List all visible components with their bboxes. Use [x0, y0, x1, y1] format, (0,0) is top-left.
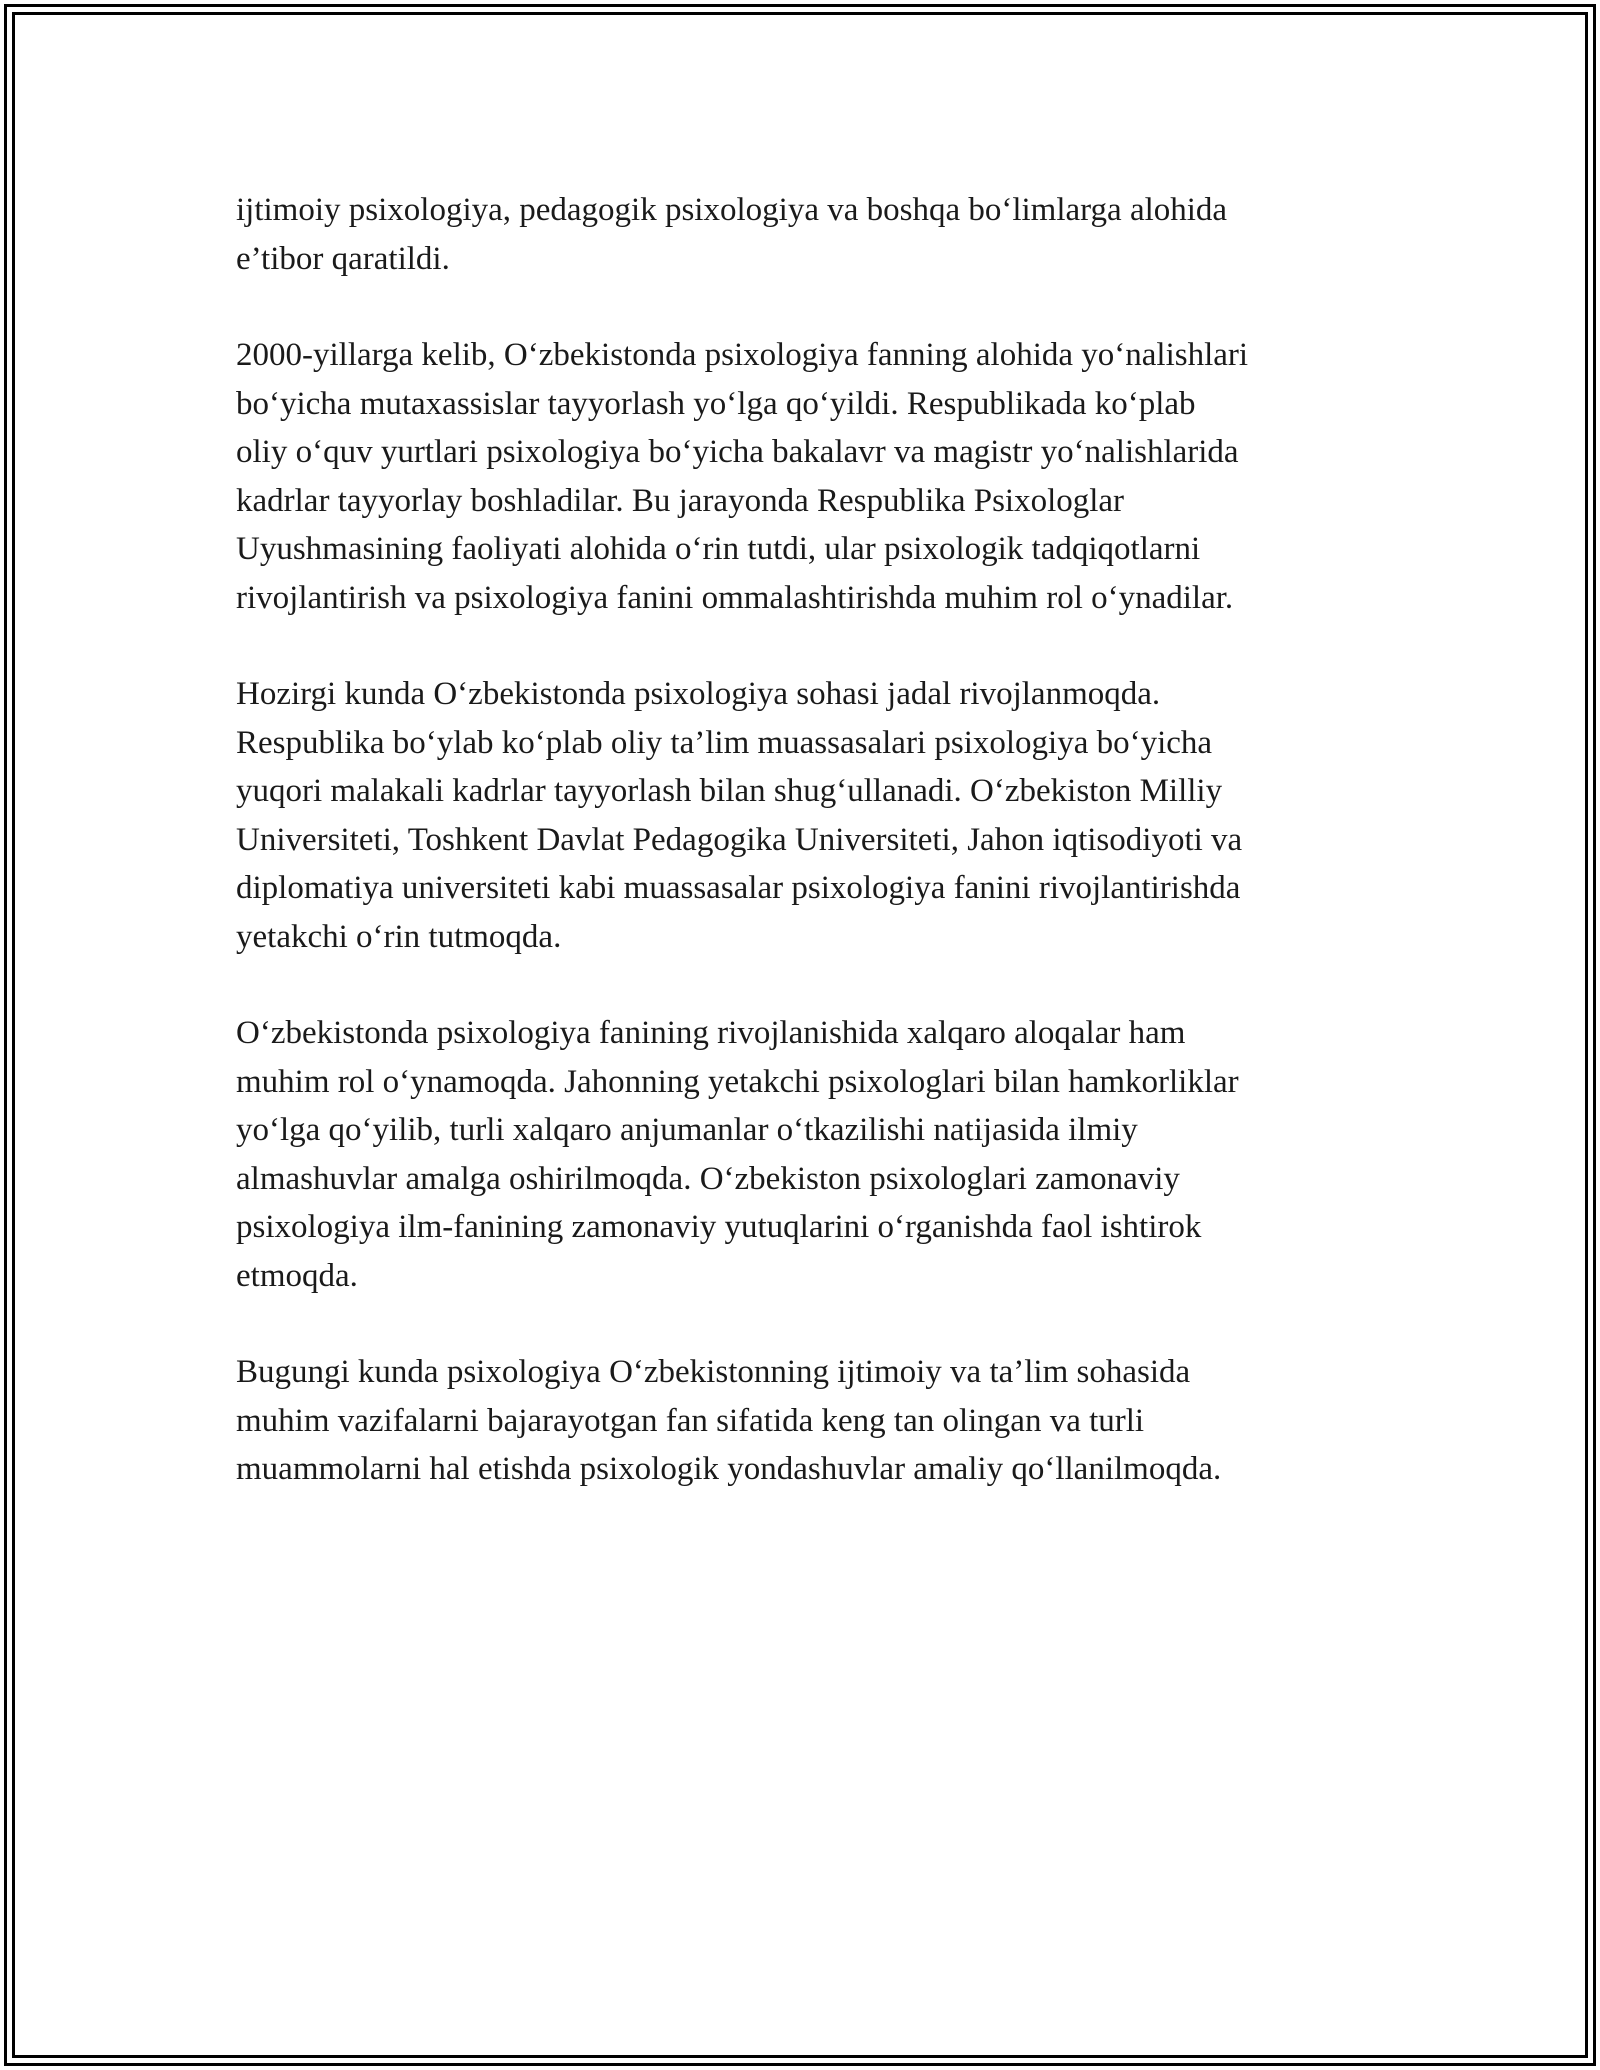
paragraph-3: Hozirgi kunda O‘zbekistonda psixologiya sohasi jadal rivojlanmoqda. Respublika bo‘ylab ko‘plab oliy ta’lim muassasalari psixologiya bo‘yicha yuqori malakali kadrlar tayyorlash bilan shug‘ullanadi. O‘zbekiston Milliy Universiteti, Toshkent Davlat Pedagogika Universiteti, Jahon iqtisodiyoti va diplomatiya universiteti kabi muassasalar psixologiya fanini rivojlantirishda yetakchi o‘rin tutmoqda.: [236, 676, 1243, 955]
document-body: [236, 186, 1386, 1542]
paragraph-5: Bugungi kunda psixologiya O‘zbekistonning ijtimoiy va ta’lim sohasida muhim vazifalarni bajarayotgan fan sifatida keng tan olingan va turli muammolarni hal etishda psixologik yondashuvlar amaliy qo‘llanilmoqda.: [236, 1354, 1222, 1487]
paragraph-4: O‘zbekistonda psixologiya fanining rivojlanishida xalqaro aloqalar ham muhim rol o‘ynamoqda. Jahonning yetakchi psixologlari bilan hamkorliklar yo‘lga qo‘yilib, turli xalqaro anjumanlar o‘tkazilishi natijasida ilmiy almashuvlar amalga oshirilmoqda. O‘zbekiston psixologlari zamonaviy psixologiya ilm-fanining zamonaviy yutuqlarini o‘rganishda faol ishtirok etmoqda.: [236, 1015, 1239, 1294]
paragraph-2: 2000-yillarga kelib, O‘zbekistonda psixologiya fanning alohida yo‘nalishlari bo‘yicha mutaxassislar tayyorlash yo‘lga qo‘yildi. Respublikada ko‘plab oliy o‘quv yurtlari psixologiya bo‘yicha bakalavr va magistr yo‘nalishlarida kadrlar tayyorlay boshladilar. Bu jarayonda Respublika Psixologlar Uyushmasining faoliyati alohida o‘rin tutdi, ular psixologik tadqiqotlarni rivojlantirish va psixologiya fanini ommalashtirishda muhim rol o‘ynadilar.: [236, 337, 1249, 616]
paragraph-1: ijtimoiy psixologiya, pedagogik psixologiya va boshqa bo‘limlarga alohida e’tibor qaratildi.: [236, 192, 1228, 277]
